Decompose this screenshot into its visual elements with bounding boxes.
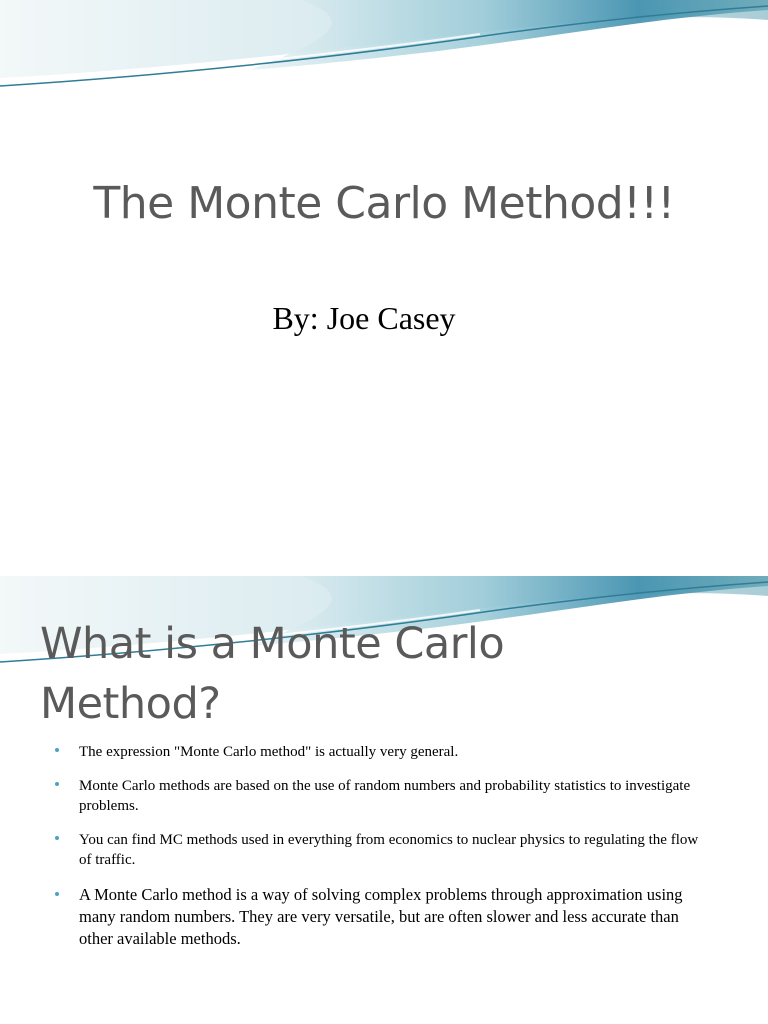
bullet-text: You can find MC methods used in everything from economics to nuclear physics to regulating the flow of traffic. [79,832,699,868]
list-item [52,776,712,816]
bullet-icon [55,836,59,840]
slide-title: What is a Monte Carlo Method? [40,619,505,729]
slide-2 [0,576,768,1024]
decorative-wave-header [0,0,768,90]
slide-title: The Monte Carlo Method!!! [93,178,675,229]
bullet-icon [55,892,59,896]
list-item [52,830,712,870]
bullet-text: A Monte Carlo method is a way of solving complex problems through approximation using many random numbers. They are very versatile, but are often slower and less accurate than other available methods. [79,885,683,948]
bullet-text: The expression "Monte Carlo method" is actually very general. [79,744,459,760]
bullet-icon [55,782,59,786]
bullet-icon [55,748,59,752]
bullet-text: Monte Carlo methods are based on the use of random numbers and probability statistics to investigate problems. [79,778,691,814]
slide-subtitle: By: Joe Casey [272,300,456,336]
bullet-list [52,742,712,964]
list-item [52,884,712,950]
list-item [52,742,712,762]
